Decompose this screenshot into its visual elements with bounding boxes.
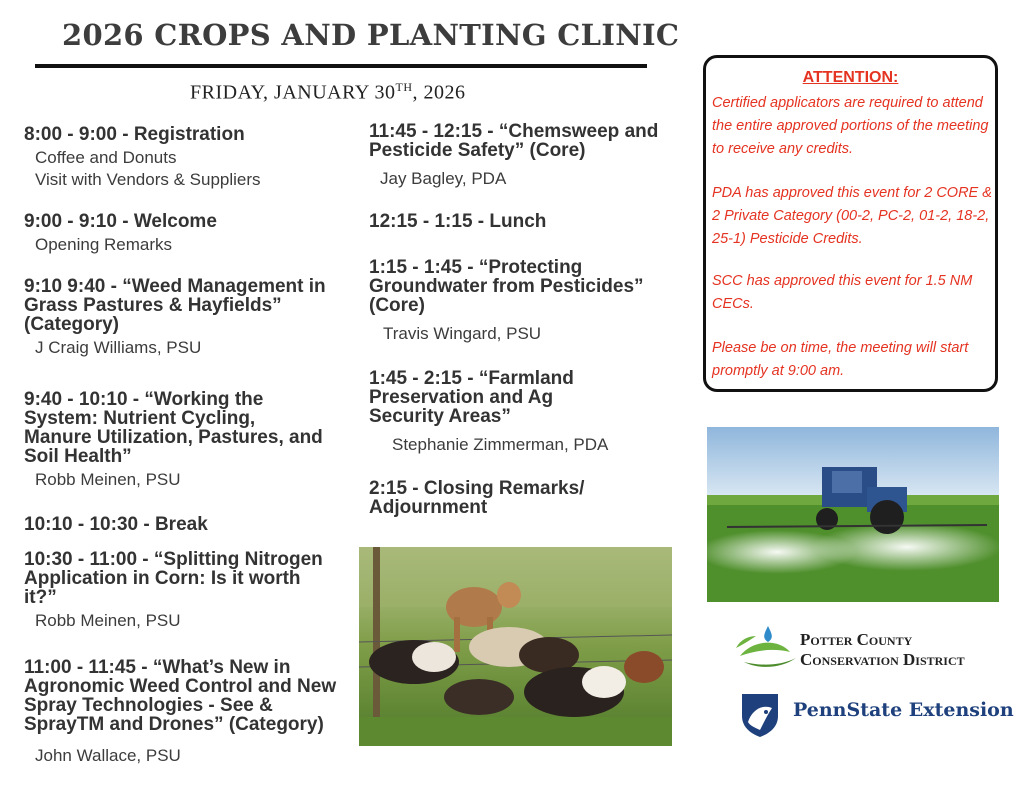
schedule-detail: Coffee and Donuts bbox=[35, 148, 177, 167]
tractor-illustration bbox=[707, 427, 999, 602]
schedule-detail: John Wallace, PSU bbox=[35, 746, 181, 765]
schedule-item bbox=[24, 390, 324, 491]
schedule-detail: Robb Meinen, PSU bbox=[35, 611, 181, 630]
attention-paragraph: Please be on time, the meeting will start promptly at 9:00 am. bbox=[712, 340, 969, 379]
schedule-detail: Visit with Vendors & Suppliers bbox=[35, 170, 261, 189]
page-title: 2026 CROPS AND PLANTING CLINIC bbox=[62, 18, 680, 52]
title-divider bbox=[35, 64, 647, 68]
potter-county-district: Conservation District bbox=[800, 650, 965, 669]
schedule-time: 10:30 - 11:00 - “Splitting Nitrogen Application in Corn: Is it worth it?” bbox=[24, 549, 323, 608]
schedule-time: 2:15 - Closing Remarks/ Adjournment bbox=[369, 478, 585, 518]
potter-county-name: Potter County bbox=[800, 630, 913, 649]
attention-paragraph: SCC has approved this event for 1.5 NM CECs. bbox=[712, 273, 973, 312]
schedule-detail: J Craig Williams, PSU bbox=[35, 338, 202, 357]
schedule-time: 9:40 - 10:10 - “Working the System: Nutrient Cycling, Manure Utilization, Pastures, and Soil Health” bbox=[24, 389, 323, 467]
pennstate-shield-icon bbox=[740, 692, 780, 738]
schedule-detail: Opening Remarks bbox=[35, 235, 173, 254]
schedule-detail: Robb Meinen, PSU bbox=[35, 470, 181, 489]
event-date bbox=[190, 80, 466, 105]
schedule-item bbox=[369, 212, 699, 231]
schedule-item bbox=[24, 658, 344, 767]
schedule-time: 11:00 - 11:45 - “What’s New in Agronomic Weed Control and New Spray Technologies - See & SprayTM and Drones” (Category) bbox=[24, 657, 337, 735]
schedule-time: 1:45 - 2:15 - “Farmland Preservation and Ag Security Areas” bbox=[369, 368, 574, 427]
date-suffix-sup: TH bbox=[395, 80, 413, 94]
attention-paragraph: Certified applicators are required to attend the entire approved portions of the meeting to receive any credits. bbox=[712, 95, 989, 157]
pennstate-name: PennState Extension bbox=[793, 699, 1014, 721]
schedule-item bbox=[24, 277, 344, 359]
cows-illustration bbox=[359, 547, 672, 746]
schedule-time: 9:00 - 9:10 - Welcome bbox=[24, 211, 217, 232]
cows-photo bbox=[359, 547, 672, 746]
tractor-photo bbox=[707, 427, 999, 602]
attention-box bbox=[703, 55, 998, 392]
schedule-detail: Stephanie Zimmerman, PDA bbox=[392, 435, 609, 454]
schedule-item bbox=[369, 369, 609, 456]
potter-county-leaf-icon bbox=[730, 622, 802, 672]
schedule-item bbox=[369, 479, 629, 517]
schedule-time: 11:45 - 12:15 - “Chemsweep and Pesticide Safety” (Core) bbox=[369, 121, 659, 161]
schedule-time: 8:00 - 9:00 - Registration bbox=[24, 124, 245, 145]
schedule-item bbox=[369, 258, 679, 345]
attention-paragraph: PDA has approved this event for 2 CORE & 2 Private Category (00-2, PC-2, 01-2, 18-2, 25-1) Pesticide Credits. bbox=[712, 185, 992, 247]
schedule-time: 10:10 - 10:30 - Break bbox=[24, 514, 208, 535]
attention-title: ATTENTION: bbox=[802, 69, 899, 86]
date-prefix: FRIDAY, JANUARY 30 bbox=[190, 81, 396, 104]
schedule-item bbox=[24, 125, 354, 191]
schedule-time: 9:10 9:40 - “Weed Management in Grass Pastures & Hayfields” (Category) bbox=[24, 276, 326, 335]
schedule-detail: Jay Bagley, PDA bbox=[380, 169, 507, 188]
schedule-time: 1:15 - 1:45 - “Protecting Groundwater from Pesticides” (Core) bbox=[369, 257, 644, 316]
date-year: , 2026 bbox=[412, 81, 466, 104]
schedule-time: 12:15 - 1:15 - Lunch bbox=[369, 211, 547, 232]
potter-county-logo bbox=[730, 622, 1000, 672]
schedule-item bbox=[24, 212, 354, 256]
schedule-item bbox=[369, 122, 659, 190]
schedule-item bbox=[24, 550, 329, 632]
schedule-detail: Travis Wingard, PSU bbox=[383, 324, 542, 343]
schedule-item bbox=[24, 515, 354, 534]
pennstate-extension-logo bbox=[740, 692, 1014, 740]
